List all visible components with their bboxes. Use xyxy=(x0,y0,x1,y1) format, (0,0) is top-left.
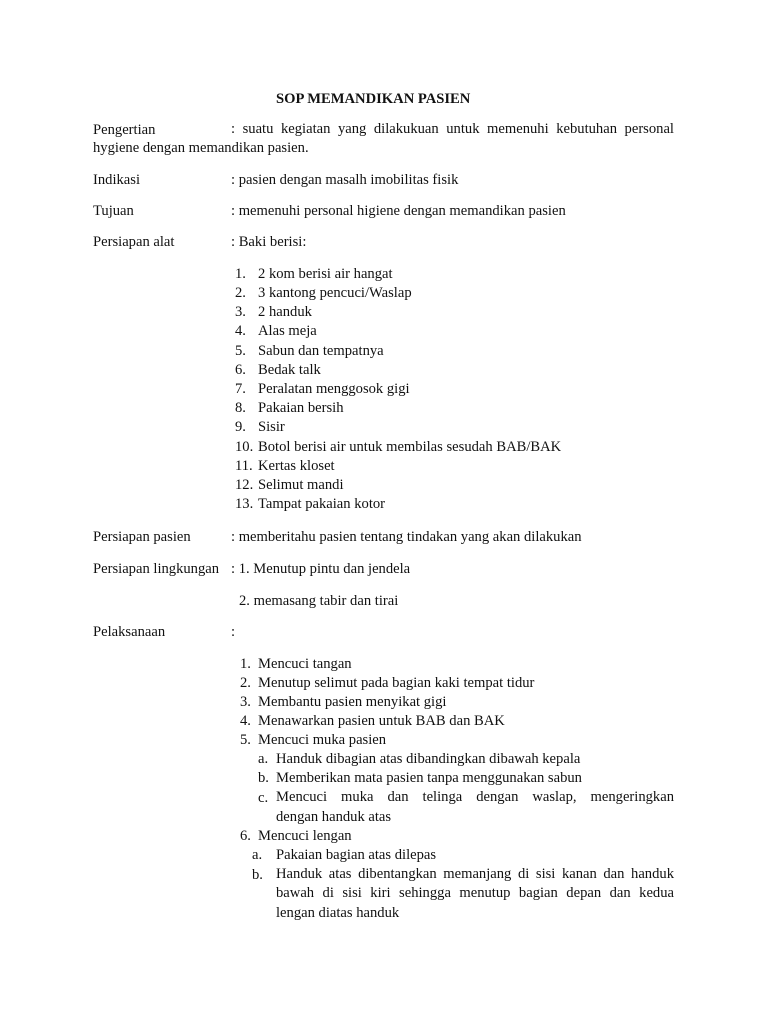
pengertian-text-line2: hygiene dengan memandikan pasien. xyxy=(93,140,309,156)
substep-text-line1: Mencuci muka dan telinga dengan waslap, mengeringkan xyxy=(276,789,674,805)
step-text: Menawarkan pasien untuk BAB dan BAK xyxy=(258,713,505,729)
alat-item-text: 2 kom berisi air hangat xyxy=(258,266,393,282)
step-num: 1. xyxy=(240,656,251,672)
alat-item-text: Alas meja xyxy=(258,323,317,339)
step-text: Mencuci tangan xyxy=(258,656,352,672)
alat-item-num: 8. xyxy=(235,400,246,416)
substep-text: Pakaian bagian atas dilepas xyxy=(276,847,437,863)
alat-item-text: Tampat pakaian kotor xyxy=(258,496,386,512)
alat-item-num: 2. xyxy=(235,285,246,301)
indikasi-label: Indikasi xyxy=(93,172,141,188)
alat-item-text: Kertas kloset xyxy=(258,458,335,474)
alat-item-text: 2 handuk xyxy=(258,304,312,320)
alat-item-num: 3. xyxy=(235,304,246,320)
indikasi-text: : pasien dengan masalh imobilitas fisik xyxy=(231,172,459,188)
pengertian-label: Pengertian xyxy=(93,122,156,138)
step-num: 6. xyxy=(240,828,251,844)
substep-text-line2: dengan handuk atas xyxy=(276,809,392,825)
alat-item-text: Selimut mandi xyxy=(258,477,344,493)
pelaksanaan-colon: : xyxy=(231,624,236,640)
substep-letter: a. xyxy=(252,847,263,863)
persiapan-lingkungan-label: Persiapan lingkungan xyxy=(93,561,220,577)
alat-item-text: 3 kantong pencuci/Waslap xyxy=(258,285,412,301)
alat-item-text: Botol berisi air untuk membilas sesudah BAB/BAK xyxy=(258,439,562,455)
alat-item-num: 7. xyxy=(235,381,246,397)
step-num: 3. xyxy=(240,694,251,710)
alat-item-num: 4. xyxy=(235,323,246,339)
alat-item-text: Sabun dan tempatnya xyxy=(258,343,384,359)
step-text: Mencuci muka pasien xyxy=(258,732,387,748)
persiapan-alat-label: Persiapan alat xyxy=(93,234,175,250)
alat-item-text: Sisir xyxy=(258,419,285,435)
step-num: 2. xyxy=(240,675,251,691)
step-text: Membantu pasien menyikat gigi xyxy=(258,694,447,710)
substep-letter: c. xyxy=(258,790,269,806)
alat-item-num: 12. xyxy=(235,477,254,493)
persiapan-lingkungan-line1: : 1. Menutup pintu dan jendela xyxy=(231,561,411,577)
substep-letter: b. xyxy=(252,867,263,883)
alat-item-num: 9. xyxy=(235,419,246,435)
persiapan-alat-text: : Baki berisi: xyxy=(231,234,307,250)
persiapan-lingkungan-line2: 2. memasang tabir dan tirai xyxy=(239,593,399,609)
alat-item-num: 10. xyxy=(235,439,254,455)
persiapan-pasien-label: Persiapan pasien xyxy=(93,529,191,545)
substep-text-line2: bawah di sisi kiri sehingga menutup bagian depan dan kedua xyxy=(276,885,674,901)
step-num: 4. xyxy=(240,713,251,729)
alat-item-text: Peralatan menggosok gigi xyxy=(258,381,410,397)
substep-letter: b. xyxy=(258,770,269,786)
alat-item-text: Pakaian bersih xyxy=(258,400,344,416)
persiapan-pasien-text: : memberitahu pasien tentang tindakan yang akan dilakukan xyxy=(231,529,582,545)
substep-text: Handuk dibagian atas dibandingkan dibawah kepala xyxy=(276,751,581,767)
tujuan-text: : memenuhi personal higiene dengan memandikan pasien xyxy=(231,203,566,219)
alat-item-num: 13. xyxy=(235,496,254,512)
substep-text-line3: lengan diatas handuk xyxy=(276,905,400,921)
alat-item-num: 11. xyxy=(235,458,253,474)
substep-letter: a. xyxy=(258,751,269,767)
page-title: SOP MEMANDIKAN PASIEN xyxy=(276,91,471,107)
alat-item-num: 6. xyxy=(235,362,246,378)
alat-item-num: 5. xyxy=(235,343,246,359)
substep-text: Memberikan mata pasien tanpa menggunakan sabun xyxy=(276,770,582,786)
pelaksanaan-label: Pelaksanaan xyxy=(93,624,166,640)
substep-text-line1: Handuk atas dibentangkan memanjang di sisi kanan dan handuk xyxy=(276,866,674,882)
step-text: Mencuci lengan xyxy=(258,828,352,844)
tujuan-label: Tujuan xyxy=(93,203,134,219)
step-text: Menutup selimut pada bagian kaki tempat tidur xyxy=(258,675,535,691)
pengertian-text-line1: : suatu kegiatan yang dilakukuan untuk memenuhi kebutuhan personal xyxy=(231,121,674,137)
alat-item-text: Bedak talk xyxy=(258,362,321,378)
alat-item-num: 1. xyxy=(235,266,246,282)
step-num: 5. xyxy=(240,732,251,748)
